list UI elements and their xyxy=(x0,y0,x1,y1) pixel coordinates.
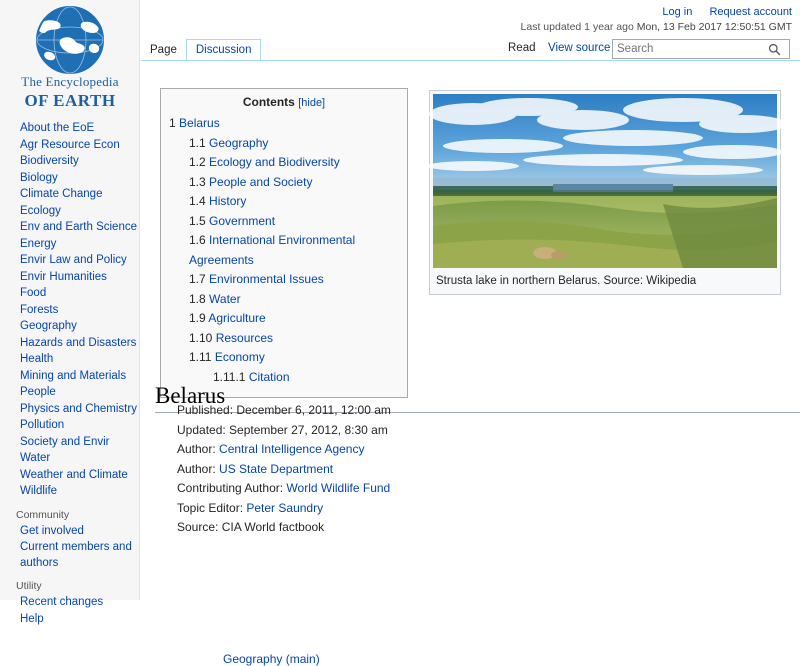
page-title: Belarus xyxy=(155,383,800,413)
sidebar-item[interactable] xyxy=(20,236,139,253)
sidebar-item[interactable] xyxy=(20,219,139,236)
sidebar-item[interactable] xyxy=(20,417,139,434)
toc-item-number: 1.10 xyxy=(189,330,213,345)
source-row: Source: CIA World factbook xyxy=(177,520,325,534)
sidebar-item-label[interactable]: Env and Earth Science xyxy=(20,221,137,233)
search-box[interactable] xyxy=(612,39,790,59)
toc-item[interactable] xyxy=(169,309,399,329)
sidebar-item[interactable] xyxy=(20,467,139,484)
figure-caption: Strusta lake in northern Belarus. Source: Wikipedia xyxy=(436,275,697,287)
sidebar-item-label[interactable]: Recent changes xyxy=(20,596,104,608)
tab-read[interactable]: Read xyxy=(508,42,536,54)
figure-thumbnail xyxy=(429,90,781,295)
toc-item[interactable] xyxy=(169,231,399,270)
toc-item-label[interactable]: Economy xyxy=(214,350,265,364)
sidebar-heading-utility: Utility xyxy=(16,580,42,592)
sidebar-item[interactable] xyxy=(20,335,139,352)
author-label: Author: xyxy=(177,461,216,476)
sidebar-item-label[interactable]: Ecology xyxy=(20,204,61,217)
sidebar-item-label[interactable]: Agr Resource Econ xyxy=(20,138,120,151)
toc-title xyxy=(169,95,399,109)
toc-item[interactable] xyxy=(169,290,399,310)
toc-item-number: 1.3 xyxy=(189,174,206,189)
contributing-author-row xyxy=(177,479,477,499)
sidebar-item[interactable] xyxy=(20,401,139,418)
toc-item-label[interactable]: Resources xyxy=(215,330,274,345)
toc-item-label[interactable]: Ecology and Biodiversity xyxy=(209,155,340,169)
sidebar-nav-utility xyxy=(0,594,139,627)
sidebar-item[interactable] xyxy=(20,252,139,269)
sidebar-item[interactable] xyxy=(20,186,139,203)
sidebar-item-label[interactable]: Get involved xyxy=(20,524,84,537)
toc-item[interactable] xyxy=(169,134,399,154)
article-metadata xyxy=(177,401,477,538)
sidebar-item-label[interactable]: Mining and Materials xyxy=(20,369,127,382)
photo-graphic xyxy=(433,94,777,268)
sidebar-item-label[interactable]: Health xyxy=(20,353,54,365)
sidebar-nav-community xyxy=(0,523,139,572)
topic-editor-link[interactable]: Peter Saundry xyxy=(246,500,324,515)
sidebar-item[interactable] xyxy=(20,153,139,170)
toc-item-number: 1.2 xyxy=(189,155,206,169)
tab-discussion[interactable]: Discussion xyxy=(186,39,262,61)
sidebar-item[interactable] xyxy=(20,539,139,571)
sidebar-item[interactable] xyxy=(20,483,139,500)
login-link[interactable]: Log in xyxy=(662,6,693,18)
table-of-contents xyxy=(160,88,408,398)
search-input[interactable] xyxy=(613,41,763,57)
tab-page[interactable]: Page xyxy=(150,44,177,56)
toc-item-label[interactable]: Belarus xyxy=(179,116,220,130)
sidebar-item-label[interactable]: Envir Humanities xyxy=(20,270,107,283)
toc-item-number: 1.8 xyxy=(189,291,206,306)
author-row-2 xyxy=(177,460,477,480)
sidebar-heading-community: Community xyxy=(16,508,70,521)
sidebar xyxy=(0,0,140,625)
toc-item-label[interactable]: Government xyxy=(209,213,276,228)
published-row: Published: December 6, 2011, 12:00 am xyxy=(177,403,391,417)
sidebar-item[interactable] xyxy=(20,351,139,368)
sidebar-item-label[interactable]: Biology xyxy=(20,171,58,184)
toc-item-label[interactable]: History xyxy=(209,194,247,208)
sidebar-item[interactable] xyxy=(20,302,139,319)
request-account-link[interactable]: Request account xyxy=(709,6,792,18)
last-updated-timestamp: Mon, 13 Feb 2017 12:50:51 GMT xyxy=(636,21,792,33)
author-link-cia[interactable]: Central Intelligence Agency xyxy=(219,442,365,456)
toc-item-number: 1.7 xyxy=(189,272,206,286)
toc-item[interactable] xyxy=(169,270,399,290)
toc-item-number: 1.5 xyxy=(189,213,206,228)
sidebar-item-label[interactable]: Current members and authors xyxy=(20,541,132,569)
sidebar-item-label[interactable]: Climate Change xyxy=(20,188,103,200)
sidebar-item[interactable] xyxy=(20,170,139,187)
toc-item-label[interactable]: Environmental Issues xyxy=(209,272,324,286)
toc-list xyxy=(169,114,399,387)
author-link-state-dept[interactable]: US State Department xyxy=(219,461,334,476)
sidebar-item-label[interactable]: Wildlife xyxy=(20,485,58,497)
sidebar-item-label[interactable]: Food xyxy=(20,287,47,299)
toc-item[interactable] xyxy=(169,153,399,173)
sidebar-item-label[interactable]: Society and Envir xyxy=(20,435,110,448)
geography-main-label[interactable]: Geography (main) xyxy=(223,652,320,666)
site-title-line2: OF EARTH xyxy=(24,91,116,110)
sidebar-item[interactable] xyxy=(20,318,139,335)
tab-view-source[interactable] xyxy=(548,42,610,54)
contributing-author-label: Contributing Author: xyxy=(177,481,284,495)
sidebar-item-label[interactable]: Envir Law and Policy xyxy=(20,254,127,266)
tab-view-source-label[interactable]: View source xyxy=(548,42,611,54)
sidebar-item-label[interactable]: People xyxy=(20,386,56,398)
sidebar-item[interactable] xyxy=(20,450,139,467)
sidebar-item-label[interactable]: Geography xyxy=(20,320,77,332)
toc-item-label[interactable]: Citation xyxy=(248,369,290,384)
sidebar-item[interactable] xyxy=(20,120,139,137)
toc-item-number: 1.1 xyxy=(189,135,206,150)
geography-main-link[interactable] xyxy=(223,652,320,666)
toc-item[interactable] xyxy=(169,348,399,368)
topic-editor-row xyxy=(177,499,477,519)
article-content xyxy=(141,61,800,666)
toc-hide-link[interactable] xyxy=(298,97,325,109)
toc-item-number: 1.11.1 xyxy=(213,369,246,384)
toc-item-number: 1 xyxy=(169,116,176,130)
sidebar-item[interactable] xyxy=(20,434,139,451)
toc-item-label[interactable]: Water xyxy=(209,291,241,306)
last-updated-text xyxy=(521,21,792,33)
sidebar-item[interactable] xyxy=(20,203,139,220)
site-title xyxy=(0,74,140,111)
toc-item[interactable] xyxy=(169,329,399,349)
contributing-author-link[interactable]: World Wildlife Fund xyxy=(286,481,391,495)
sidebar-item[interactable] xyxy=(20,594,139,611)
toc-item-label[interactable]: Agriculture xyxy=(208,311,266,325)
site-logo[interactable] xyxy=(0,0,140,120)
search-icon xyxy=(768,43,781,56)
sidebar-item[interactable] xyxy=(20,137,139,154)
search-button[interactable] xyxy=(763,40,785,58)
topic-editor-label: Topic Editor: xyxy=(177,500,244,515)
sidebar-item-label[interactable]: Biodiversity xyxy=(20,155,79,167)
sidebar-item-label[interactable]: Pollution xyxy=(20,419,65,431)
sidebar-item-label[interactable]: Forests xyxy=(20,303,59,316)
sidebar-item-label[interactable]: Help xyxy=(20,612,44,625)
sidebar-item[interactable] xyxy=(20,269,139,286)
author-label: Author: xyxy=(177,442,216,456)
sidebar-item-label[interactable]: Energy xyxy=(20,237,57,250)
sidebar-item-label[interactable]: Weather and Climate xyxy=(20,468,128,481)
toc-title-label: Contents xyxy=(242,95,295,109)
personal-tools xyxy=(648,6,792,18)
toc-item[interactable] xyxy=(169,114,399,134)
toc-item-number: 1.4 xyxy=(189,194,206,208)
globe-icon xyxy=(18,6,122,74)
updated-row: Updated: September 27, 2012, 8:30 am xyxy=(177,422,388,437)
toc-item[interactable] xyxy=(169,173,399,193)
sidebar-item[interactable] xyxy=(20,285,139,302)
toc-item-number: 1.11 xyxy=(189,350,212,364)
sidebar-item-label[interactable]: Physics and Chemistry xyxy=(20,402,137,415)
toc-item-label[interactable]: People and Society xyxy=(209,174,313,189)
site-title-line1: The Encyclopedia xyxy=(21,74,119,89)
landscape-photo[interactable] xyxy=(433,94,777,268)
sidebar-item[interactable] xyxy=(20,384,139,401)
toc-item[interactable] xyxy=(169,212,399,232)
toc-item-label[interactable]: Geography xyxy=(209,135,269,150)
sidebar-nav-topics xyxy=(0,120,139,500)
toc-item-number: 1.6 xyxy=(189,233,206,247)
toc-item[interactable] xyxy=(169,192,399,212)
toc-item-number: 1.9 xyxy=(189,311,206,325)
sidebar-item[interactable] xyxy=(20,368,139,385)
toc-hide-label[interactable]: [hide] xyxy=(298,97,326,109)
sidebar-item-label[interactable]: Water xyxy=(20,452,51,464)
toc-item-label[interactable]: International Environmental Agreements xyxy=(189,233,356,267)
last-updated-prefix: Last updated 1 year ago xyxy=(520,21,634,33)
sidebar-item[interactable] xyxy=(20,611,139,628)
sidebar-item-label[interactable]: About the EoE xyxy=(20,122,95,134)
author-row-1 xyxy=(177,440,477,460)
sidebar-item-label[interactable]: Hazards and Disasters xyxy=(20,336,137,349)
sidebar-item[interactable] xyxy=(20,523,139,540)
